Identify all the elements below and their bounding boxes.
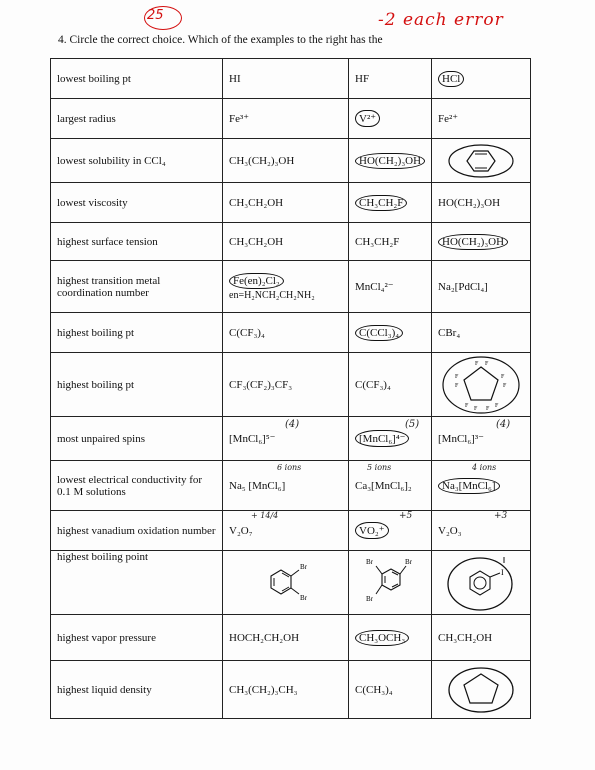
row-label: lowest boiling pt	[51, 59, 223, 99]
table-row	[51, 353, 531, 417]
row-label: highest vapor pressure	[51, 615, 223, 661]
handwritten-note: (4)	[285, 419, 300, 430]
fluorine-label: F	[485, 360, 489, 367]
perfluorocyclopentane-structure-circled	[441, 355, 521, 415]
circled-answer: HO(CH₂)₃OH	[438, 234, 508, 250]
circled-answer: CH₃OCH₃	[355, 630, 409, 646]
choice-1[interactable]	[223, 461, 349, 511]
choice-text: V₂O₇	[229, 524, 253, 537]
choice-text: V₂O₃	[438, 524, 462, 537]
fluorine-label: F	[465, 402, 469, 409]
fluorine-label: F	[455, 373, 459, 380]
bromine-label: Br	[366, 594, 373, 603]
choice-2[interactable]	[349, 511, 432, 551]
choice-2[interactable]	[349, 139, 432, 183]
choice-text: Ca₃[MnCl₆]₂	[355, 479, 412, 492]
choice-3[interactable]	[432, 511, 531, 551]
row-label: lowest solubility in CCl₄	[51, 139, 223, 183]
bromine-label: Br	[299, 562, 307, 571]
choice-3[interactable]: Na₂[PdCl₄]	[432, 261, 531, 313]
question-text: 4. Circle the correct choice. Which of the examples to the right has the	[58, 34, 383, 46]
table-row	[51, 511, 531, 551]
choice-3[interactable]: CH₃CH₂OH	[432, 615, 531, 661]
choice-1[interactable]: CH₃CH₂OH	[223, 183, 349, 223]
iodobenzene-structure-circled	[444, 553, 518, 613]
row-label: highest surface tension	[51, 223, 223, 261]
choice-3[interactable]	[432, 353, 531, 417]
choice-2[interactable]	[349, 313, 432, 353]
choice-1[interactable]: CH₃CH₂OH	[223, 223, 349, 261]
row-label: highest vanadium oxidation number	[51, 511, 223, 551]
table-row	[51, 661, 531, 719]
handwritten-note: 6 ions	[277, 463, 302, 472]
choice-3[interactable]: HO(CH₂)₃OH	[432, 183, 531, 223]
score: 25	[147, 8, 164, 23]
table-row	[51, 261, 531, 313]
circled-answer: HCl	[438, 71, 464, 87]
fluorine-label: F	[474, 405, 478, 412]
handwritten-note: (5)	[405, 419, 420, 430]
choice-1[interactable]	[223, 511, 349, 551]
choice-3[interactable]	[432, 417, 531, 461]
row-label: highest liquid density	[51, 661, 223, 719]
dibromobenzene-ortho-structure	[251, 554, 321, 612]
iodine-label: I	[501, 567, 504, 577]
handwritten-note: + 14/4	[251, 511, 279, 520]
table-row	[51, 99, 531, 139]
choice-1[interactable]: CF₃(CF₂)₃CF₃	[223, 353, 349, 417]
circled-answer: VO₂⁺	[355, 522, 389, 539]
choice-2[interactable]: CH₃CH₂F	[349, 223, 432, 261]
circled-answer: [MnCl₆]⁴⁻	[355, 430, 409, 447]
row-label: lowest electrical conductivity for 0.1 M solutions	[51, 461, 223, 511]
fluorine-label: F	[503, 382, 507, 389]
handwritten-note: +3	[494, 511, 508, 521]
row-label: highest boiling pt	[51, 313, 223, 353]
choice-1[interactable]: HOCH₂CH₂OH	[223, 615, 349, 661]
table-row	[51, 313, 531, 353]
handwritten-note: 4 ions	[472, 463, 497, 472]
choice-text: [MnCl₆]⁵⁻	[229, 433, 276, 445]
bromine-label: Br	[366, 557, 373, 566]
bromine-label: Br	[405, 557, 412, 566]
handwritten-note: 5 ions	[367, 463, 392, 472]
table-row	[51, 139, 531, 183]
choice-1[interactable]	[223, 551, 349, 615]
table-row	[51, 551, 531, 615]
choice-3[interactable]	[432, 551, 531, 615]
choice-2[interactable]	[349, 461, 432, 511]
choice-text: [MnCl₆]³⁻	[438, 433, 484, 445]
choice-2[interactable]	[349, 551, 432, 615]
table-row	[51, 461, 531, 511]
choice-1[interactable]: HI	[223, 59, 349, 99]
grading-note: -2 each error	[378, 10, 504, 30]
row-label: lowest viscosity	[51, 183, 223, 223]
choice-2[interactable]: MnCl₄²⁻	[349, 261, 432, 313]
choice-3[interactable]: Fe²⁺	[432, 99, 531, 139]
choice-1[interactable]: Fe³⁺	[223, 99, 349, 139]
circled-answer: C(CCl₃)₄	[355, 325, 403, 341]
choice-2[interactable]	[349, 99, 432, 139]
handwritten-note: +5	[399, 511, 413, 521]
fluorine-label: F	[455, 382, 459, 389]
row-label: most unpaired spins	[51, 417, 223, 461]
choice-2[interactable]: C(CF₃)₄	[349, 353, 432, 417]
handwritten-note: (4)	[496, 419, 511, 430]
table-row	[51, 59, 531, 99]
fluorine-label: F	[501, 373, 505, 380]
fluorine-label: F	[486, 405, 490, 412]
choice-3[interactable]	[432, 661, 531, 719]
benzene-structure-circled	[447, 143, 515, 179]
choice-3[interactable]: CBr₄	[432, 313, 531, 353]
ligand-definition: en=H₂NCH₂CH₂NH₂	[229, 289, 315, 301]
choice-3[interactable]	[432, 139, 531, 183]
choice-2[interactable]	[349, 183, 432, 223]
tribromobenzene-structure	[360, 554, 420, 612]
row-label: highest boiling pt	[51, 353, 223, 417]
choice-text: Na₅ [MnCl₆]	[229, 479, 286, 492]
choice-3[interactable]	[432, 223, 531, 261]
row-label: highest boiling point	[51, 551, 223, 615]
row-label: highest transition metal coordination number	[51, 261, 223, 313]
fluorine-label: F	[495, 402, 499, 409]
choice-1[interactable]	[223, 261, 349, 313]
choice-2[interactable]: HF	[349, 59, 432, 99]
circled-answer: HO(CH₂)₃OH	[355, 153, 425, 169]
table-row	[51, 183, 531, 223]
circled-answer: Na₃[MnCl₆]	[438, 478, 500, 494]
row-label: largest radius	[51, 99, 223, 139]
circled-answer: Fe(en)₂Cl₂	[229, 273, 284, 289]
circled-answer: V²⁺	[355, 110, 380, 127]
bromine-label: Br	[299, 593, 307, 602]
circled-answer: CH₃CH₂F	[355, 195, 407, 211]
cyclopentane-structure-circled	[446, 665, 516, 715]
choice-1[interactable]: CH₃(CH₂)₃OH	[223, 139, 349, 183]
fluorine-label: F	[475, 360, 479, 367]
table-row	[51, 223, 531, 261]
choice-3[interactable]	[432, 59, 531, 99]
choice-2[interactable]: C(CH₃)₄	[349, 661, 432, 719]
choice-1[interactable]: C(CF₃)₄	[223, 313, 349, 353]
table-row	[51, 615, 531, 661]
choice-1[interactable]: CH₃(CH₂)₃CH₃	[223, 661, 349, 719]
choice-2[interactable]	[349, 417, 432, 461]
choice-1[interactable]	[223, 417, 349, 461]
choice-2[interactable]	[349, 615, 432, 661]
question-table	[50, 58, 531, 719]
table-row	[51, 417, 531, 461]
choice-3[interactable]	[432, 461, 531, 511]
